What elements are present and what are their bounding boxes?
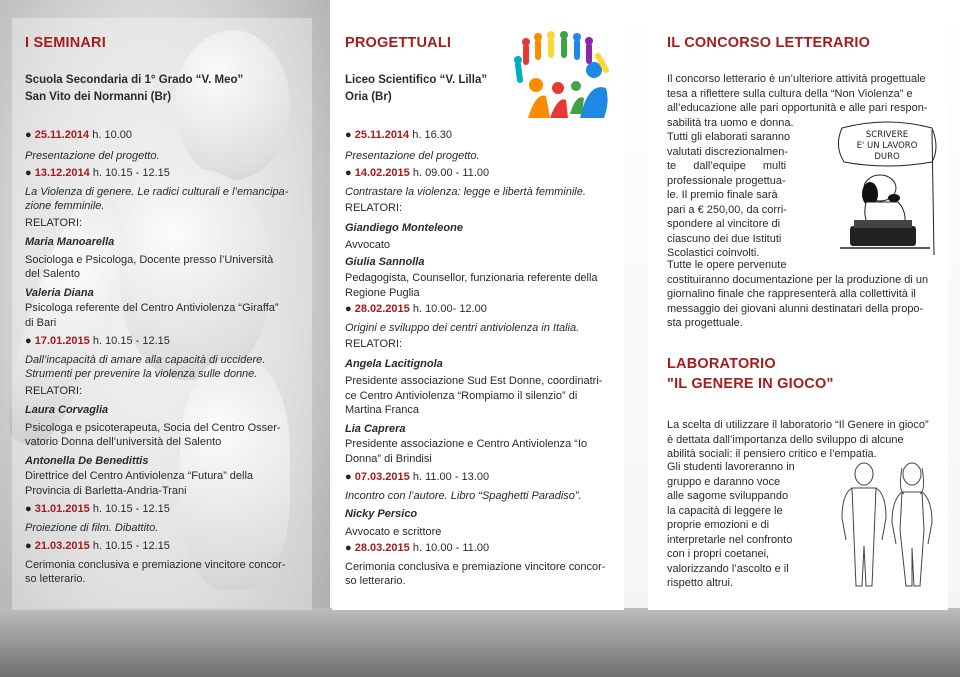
laboratorio-para2: Gli studenti lavoreranno in gruppo e daranno voce alle sagome sviluppando la capacità di leggere le proprie emozioni e di interpretarle nel confronto con i propri coetanei, valorizzando l’ascolto e il rispetto altrui.: [667, 461, 795, 589]
snoopy-typewriter-illustration: [832, 120, 942, 260]
school-2: Liceo Scientifico “V. Lilla” Oria (Br): [345, 74, 488, 103]
event-item: ● 25.11.2014 h. 16.30: [345, 129, 452, 141]
man-woman-silhouettes-illustration: [832, 460, 944, 590]
progettuali-title: PROGETTUALI: [345, 35, 452, 51]
event-item: ● 17.01.2015 h. 10.15 - 12.15: [25, 335, 170, 347]
event-item: ● 14.02.2015 h. 09.00 - 11.00: [345, 167, 490, 179]
laboratorio-title-2: "IL GENERE IN GIOCO": [667, 376, 834, 392]
snoopy-caption-3: DURO: [874, 152, 900, 162]
snoopy-caption-1: SCRIVERE: [865, 130, 909, 140]
seminari-events: ● 25.11.2014 h. 10.00 Presentazione del progetto. ● 13.12.2014 h. 10.15 - 12.15 La Violenza di genere. Le radici culturali e l’emancipa- zione femminile. RELATORI: Maria Manoarella Sociologa e Psicologa, Docente presso l’Università del Salento Valeria Diana Psicologa referente del Centro Antiviolenza “Giraffa” di Bari ● 17.01.2015 h. 10.15 - 12.15 Dall’incapacità di amare alla capacità di uccidere. Strumenti per prevenire la violenza sulle donne. RELATORI: Laura Corvaglia Psicologa e psicoterapeuta, Socia del Centro Osser- vatorio Donna dell’università del Salento Antonella De Benedittis Direttrice del Centro Antiviolenza “Futura” della Provincia di Barletta-Andria-Trani ● 31.01.2015 h. 10.15 - 12.15 Proiezione di film. Dibattito. ● 21.03.2015 h. 10.15 - 12.15 Cerimonia conclusiva e premiazione vincitore concor- so letterario.: [25, 128, 295, 587]
laboratorio-para1: La scelta di utilizzare il laboratorio “Il Genere in gioco” è dettata dall’importanza dello sviluppo di alcune abilità sociali: il pensiero critico e l’empatia.: [667, 419, 929, 460]
school-1: Scuola Secondaria di 1° Grado “V. Meo” San Vito dei Normanni (Br): [25, 74, 244, 103]
concorso-para3: Tutte le opere pervenute costituiranno documentazione per la produzione di un giornalino finale che rappresenterà alla collettività il messaggio dei giovani alunni destinatari della propo- sta progettuale.: [667, 259, 929, 329]
event-item: ● 28.03.2015 h. 10.00 - 11.00: [345, 542, 490, 554]
concorso-para1: Il concorso letterario è un’ulteriore attività progettuale tesa a riflettere sulla cultura della “Non Violenza” e all’educazione alle pari opportunità e alle pari respon- sabilità tra uomo e donna.: [667, 73, 928, 129]
seminari-title: I SEMINARI: [25, 35, 106, 51]
event-item: ● 25.11.2014 h. 10.00: [25, 129, 132, 141]
event-item: ● 31.01.2015 h. 10.15 - 12.15: [25, 503, 170, 515]
event-item: ● 07.03.2015 h. 11.00 - 13.00: [345, 471, 490, 483]
event-item: ● 21.03.2015 h. 10.15 - 12.15: [25, 540, 170, 552]
progettuali-events: ● 25.11.2014 h. 16.30 Presentazione del progetto. ● 14.02.2015 h. 09.00 - 11.00 Contrastare la violenza: legge e libertà femminile. RELATORI: Giandiego Monteleone Avvocato Giulia Sannolla Pedagogista, Counsellor, funzionaria referente della Regione Puglia ● 28.02.2015 h. 10.00- 12.00 Origini e sviluppo dei centri antiviolenza in Italia. RELATORI: Angela Lacitignola Presidente associazione Sud Est Donne, coordinatri- ce Centro Antiviolenza “Rompiamo il silenzio” di Martina Franca Lia Caprera Presidente associazione e Centro Antiviolenza “Io Donna” di Brindisi ● 07.03.2015 h. 11.00 - 13.00 Incontro con l’autore. Libro “Spaghetti Paradiso”. Nicky Persico Avvocato e scrittore ● 28.03.2015 h. 10.00 - 11.00 Cerimonia conclusiva e premiazione vincitore concor- so letterario.: [345, 128, 615, 589]
event-item: ● 28.02.2015 h. 10.00- 12.00: [345, 303, 487, 315]
people-circle-icon: [506, 30, 616, 120]
laboratorio-title-1: LABORATORIO: [667, 356, 776, 372]
concorso-para2: Tutti gli elaborati saranno valutati discrezionalmen- te dall’equipe multi professionale progettua- le. Il premio finale sarà pari a € 250,00, da corri- spondere al vincitore di ciascuno dei due Istituti Scolastici coinvolti.: [667, 131, 791, 259]
concorso-title: IL CONCORSO LETTERARIO: [667, 35, 871, 51]
event-item: ● 13.12.2014 h. 10.15 - 12.15: [25, 167, 170, 179]
snoopy-caption-2: E' UN LAVORO: [856, 141, 918, 151]
floor-background: [0, 608, 960, 677]
